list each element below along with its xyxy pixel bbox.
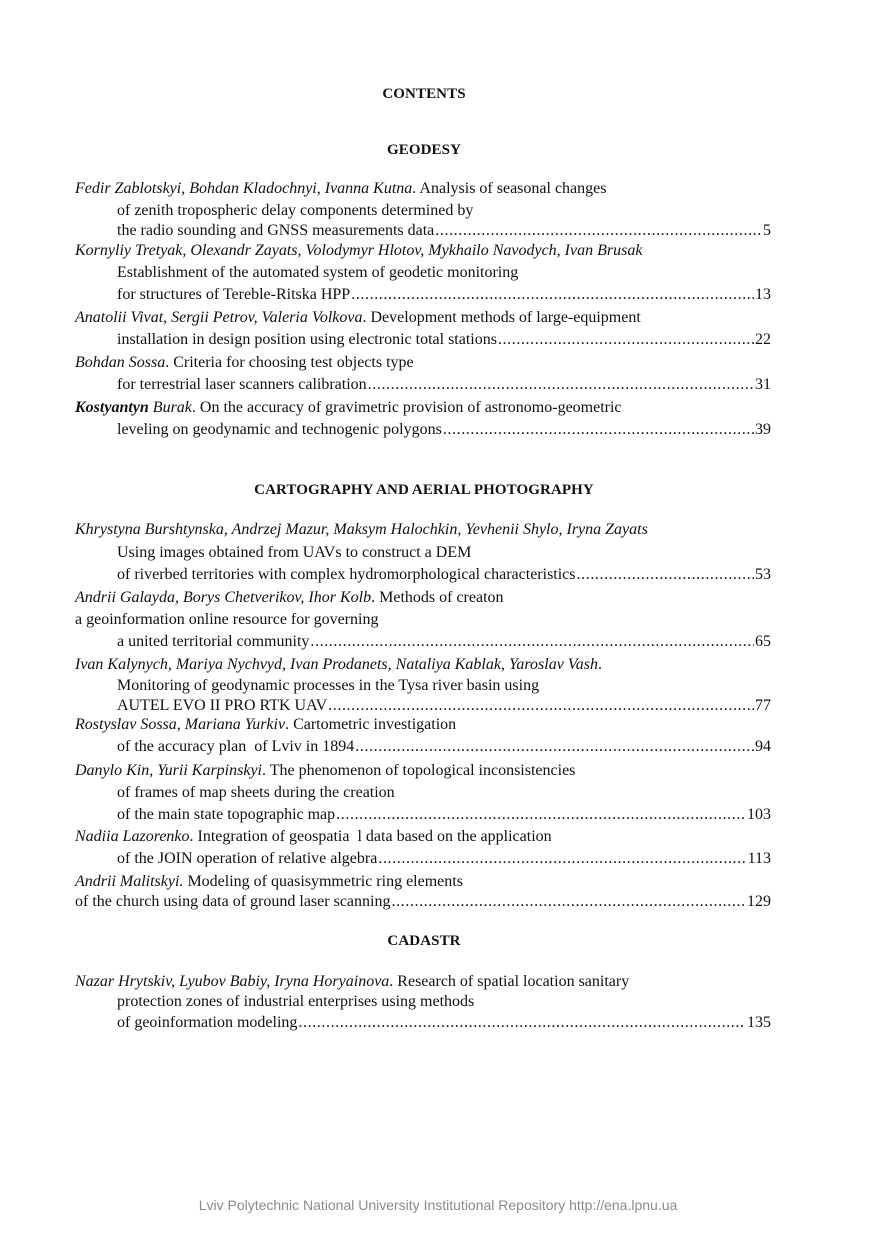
contents-heading: CONTENTS: [382, 86, 466, 102]
entry-last-line: [117, 849, 771, 869]
entry-first-line: [75, 761, 575, 781]
entry-title-last: of the church using data of ground laser scanning: [75, 893, 391, 910]
entry-title-line: Using images obtained from UAVs to construct a DEM: [117, 544, 472, 561]
dot-leader: [577, 565, 754, 585]
entry-authors-first: Kostyantyn: [75, 399, 149, 416]
entry-authors: Bohdan Sossa: [75, 354, 166, 371]
entry-title-last: of the JOIN operation of relative algebra: [117, 850, 378, 867]
entry-title-lead: .: [598, 656, 603, 673]
entry-title-lead: . Research of spatial location sanitary: [389, 973, 630, 990]
dot-leader: [498, 330, 754, 350]
entry-page-number: 13: [755, 286, 771, 303]
entry-title-lead: . Criteria for choosing test objects type: [165, 354, 414, 371]
entry-title-line: of zenith tropospheric delay components determined by: [117, 202, 474, 219]
dot-leader: [368, 375, 754, 395]
entry-first-line: [75, 241, 642, 261]
section-title-cartography: CARTOGRAPHY AND AERIAL PHOTOGRAPHY: [254, 482, 594, 498]
entry-authors: Fedir Zablotskyi, Bohdan Kladochnyi, Ivanna Kutna: [75, 180, 413, 197]
entry-title-line: a geoinformation online resource for governing: [75, 611, 379, 628]
entry-page-number: 77: [755, 697, 771, 714]
entry-authors: Ivan Kalynych, Mariya Nychvyd, Ivan Prodanets, Nataliya Kablak, Yaroslav Vash: [75, 656, 599, 673]
dot-leader: [378, 849, 746, 869]
entry-last-line: [117, 375, 771, 395]
entry-last-line: [117, 805, 771, 825]
entry-last-line: [117, 1013, 771, 1033]
entry-first-line: [75, 308, 641, 328]
dot-leader: [336, 805, 746, 825]
entry-first-line: [75, 179, 606, 199]
entry-last-line: [117, 632, 771, 652]
entry-authors: Khrystyna Burshtynska, Andrzej Mazur, Maksym Halochkin, Yevhenii Shylo, Iryna Zayats: [75, 521, 648, 538]
entry-title-last: for structures of Tereble-Ritska HPP: [117, 286, 351, 303]
entry-authors: Anatolii Vivat, Sergii Petrov, Valeria Volkova: [75, 309, 363, 326]
entry-page-number: 31: [755, 376, 771, 393]
entry-page-number: 103: [747, 806, 771, 823]
entry-authors: Nadiia Lazorenko: [75, 828, 190, 845]
entry-first-line: [75, 872, 463, 892]
entry-page-number: 53: [755, 566, 771, 583]
entry-page-number: 22: [755, 331, 771, 348]
entry-title-line: of frames of map sheets during the creation: [117, 784, 395, 801]
entry-title-lead: . Cartometric investigation: [285, 716, 457, 733]
entry-title-last: for terrestrial laser scanners calibration: [117, 376, 367, 393]
entry-page-number: 94: [755, 738, 771, 755]
dot-leader: [391, 892, 746, 912]
entry-title-last: installation in design position using electronic total stations: [117, 331, 497, 348]
entry-title-last: of geoinformation modeling: [117, 1014, 298, 1031]
entry-last-line: [117, 330, 771, 350]
entry-title-line: Monitoring of geodynamic processes in the Tysa river basin using: [117, 677, 540, 694]
entry-page-number: 39: [755, 421, 771, 438]
dot-leader: [328, 696, 754, 716]
entry-first-line: [75, 353, 414, 373]
entry-last-line: [117, 565, 771, 585]
dot-leader: [435, 221, 762, 241]
entry-title-last: of riverbed territories with complex hydromorphological characteristics: [117, 566, 576, 583]
dot-leader: [443, 420, 754, 440]
entry-first-line: [75, 520, 648, 540]
entry-title-last: a united territorial community: [117, 633, 310, 650]
dot-leader: [310, 632, 754, 652]
entry-last-line: [117, 285, 771, 305]
entry-authors: Danylo Kin, Yurii Karpinskyi: [75, 762, 262, 779]
entry-title-line: Establishment of the automated system of geodetic monitoring: [117, 264, 519, 281]
dot-leader: [351, 285, 754, 305]
entry-page-number: 129: [747, 893, 771, 910]
entry-first-line: [75, 827, 552, 847]
entry-page-number: 5: [763, 222, 771, 239]
entry-title-last: AUTEL EVO II PRO RTK UAV: [117, 697, 328, 714]
entry-last-line: [117, 420, 771, 440]
entry-last-line: [75, 892, 771, 912]
dot-leader: [355, 737, 754, 757]
entry-authors: Rostyslav Sossa, Mariana Yurkiv: [75, 716, 286, 733]
entry-authors: Andrii Malitskyi.: [75, 873, 184, 890]
entry-title-last: of the accuracy plan of Lviv in 1894: [117, 738, 355, 755]
entry-title-last: of the main state topographic map: [117, 806, 336, 823]
entry-page-number: 65: [755, 633, 771, 650]
entry-title-last: leveling on geodynamic and technogenic polygons: [117, 421, 442, 438]
entry-title-lead: Modeling of quasisymmetric ring elements: [183, 873, 463, 890]
repository-footer: Lviv Polytechnic National University Institutional Repository http://ena.lpnu.ua: [198, 1197, 678, 1213]
entry-last-line: [117, 221, 771, 241]
section-title-geodesy: GEODESY: [386, 142, 462, 158]
section-title-cadastr: CADASTR: [387, 933, 461, 949]
entry-authors: Nazar Hrytskiv, Lyubov Babiy, Iryna Horyainova: [75, 973, 390, 990]
entry-first-line: [75, 715, 456, 735]
entry-title-last: the radio sounding and GNSS measurements data: [117, 222, 435, 239]
entry-first-line: [75, 588, 504, 608]
entry-title-lead: . Analysis of seasonal changes: [412, 180, 607, 197]
entry-title-lead: . The phenomenon of topological inconsistencies: [261, 762, 576, 779]
entry-page-number: 135: [747, 1014, 771, 1031]
entry-title-lead: . On the accuracy of gravimetric provision of astronomo-geometric: [191, 399, 622, 416]
entry-title-lead: . Methods of creaton: [371, 589, 504, 606]
entry-first-line: [75, 972, 629, 992]
entry-authors-rest: Burak: [148, 399, 192, 416]
entry-title-lead: . Integration of geospatia l data based on the application: [189, 828, 552, 845]
entry-last-line: [117, 696, 771, 716]
entry-first-line: [75, 398, 622, 418]
entry-first-line: [75, 655, 602, 675]
entry-title-line: protection zones of industrial enterprises using methods: [117, 993, 475, 1010]
entry-last-line: [117, 737, 771, 757]
entry-title-lead: . Development methods of large-equipment: [362, 309, 641, 326]
entry-authors: Kornyliy Tretyak, Olexandr Zayats, Volodymyr Hlotov, Mykhailo Navodych, Ivan Brusak: [75, 242, 643, 259]
dot-leader: [298, 1013, 746, 1033]
entry-page-number: 113: [747, 850, 771, 867]
entry-authors: Andrii Galayda, Borys Chetverikov, Ihor Kolb: [75, 589, 372, 606]
